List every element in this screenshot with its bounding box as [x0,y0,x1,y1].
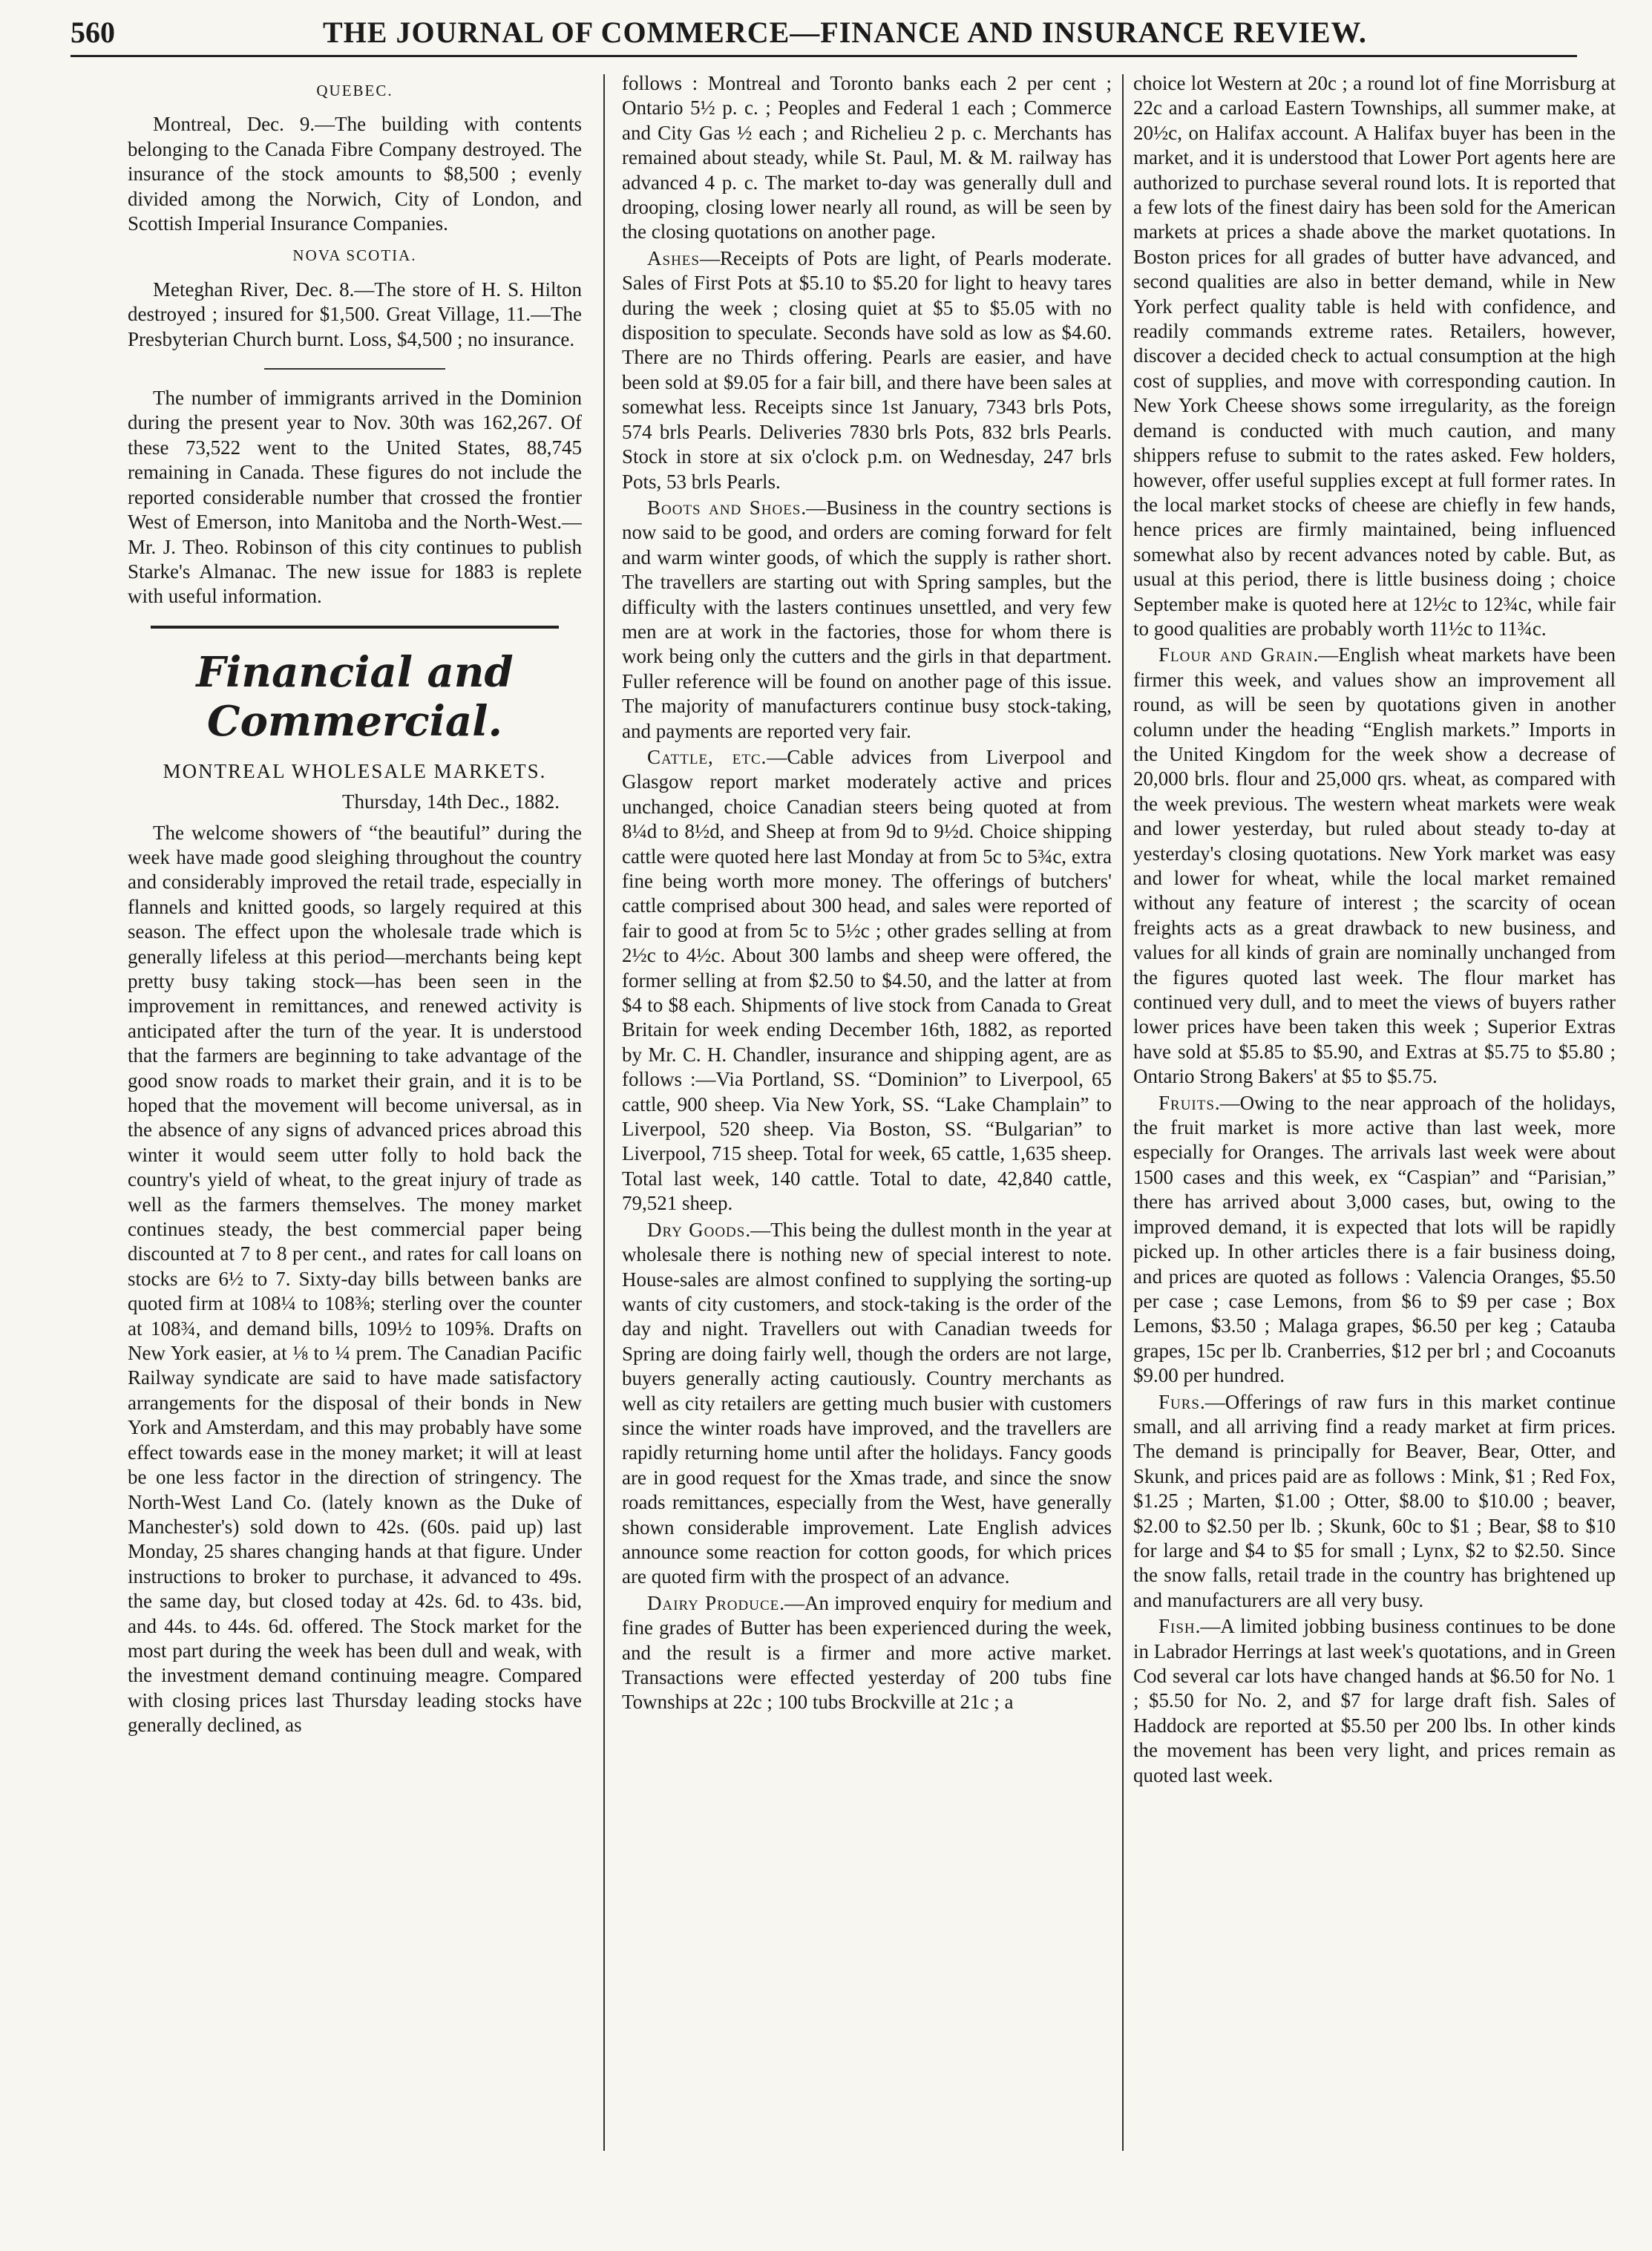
fish-lead: Fish [1158,1615,1196,1638]
column-1 [128,71,582,2155]
dateline: Thursday, 14th Dec., 1882. [342,790,560,813]
boots-shoes-paragraph [622,496,1112,744]
dry-goods-lead: Dry Goods [647,1218,746,1241]
fruits-paragraph [1133,1091,1616,1389]
ashes-paragraph [622,246,1112,494]
cattle-text: —Cable advices from Liverpool and Glasgow report market moderately active and prices unchanged, choice Canadian steers being quoted at from 8¼d to 8½d, and Sheep at from 9d to 9½d. Choice shipping cattle were quoted here last Monday at from 5c to 5¾c, extra fine being worth more money. The offerings of butchers' cattle comprised about 300 head, and sales were reported of fair to good at from 5c to 5½c ; other grades selling at from 2½c to 4½c. About 300 lambs and sheep were offered, the former selling at from $2.50 to $4.50, and the latter at from $4 to $8 each. Shipments of live stock from Canada to Great Britain for week ending December 16th, 1882, as reported by Mr. C. H. Chandler, insurance and shipping agent, are as follows :—Via Portland, SS. “Dominion” to Liverpool, 65 cattle, 900 sheep. Via New York, SS. “Lake Champlain” to Liverpool, 520 sheep. Via Boston, SS. “Bulgarian” to Liverpool, 715 sheep. Total for week, 65 cattle, 1,635 sheep. Total last week, 140 cattle. Total to date, 42,840 cattle, 79,521 sheep. [622,745,1112,1215]
quebec-heading: QUEBEC. [316,82,393,99]
ashes-text: —Receipts of Pots are light, of Pearls moderate. Sales of First Pots at $5.10 to $5.20 for light to heavy tares during the week ; closing quiet at $5 to $5.05 with no disposition to speculate. Seconds have sold as low as $4.60. There are no Thirds offering. Pearls are easier, and have been sold at $9.05 for a fair bill, and there have been sales at somewhat less. Receipts since 1st January, 7343 brls Pots, 574 brls Pearls. Deliveries 7830 brls Pots, 832 brls Pearls. Stock in store at six o'clock p.m. on Wednesday, 247 brls Pots, 53 brls Pearls. [622,246,1112,493]
furs-paragraph [1133,1390,1616,1613]
nova-scotia-heading: NOVA SCOTIA. [292,246,417,265]
column-rule [1122,74,1124,2151]
flour-grain-paragraph [1133,643,1616,1089]
fish-paragraph [1133,1614,1616,1788]
fruits-lead: Fruits [1158,1091,1215,1114]
column-3 [1133,71,1616,2155]
furs-lead: Furs [1158,1390,1200,1413]
fruits-text: .—Owing to the near approach of the holidays, the fruit market is more active than last week, more especially for Oranges. The arrivals last week were about 1500 cases and this week, ex “Caspian” and “Parisian,” there has arrived about 3,000 cases, but, owing to the improved demand, it is expected that lots will be rapidly picked up. In other articles there is a fair business doing, and prices are quoted as follows : Valencia Oranges, $5.50 per case ; case Lemons, from $6 to $9 per case ; Box Lemons, $3.50 ; Malaga grapes, $6.50 per keg ; Catauba grapes, 15c per lb. Cranberries, $12 per brl ; and Cocoanuts $9.00 per hundred. [1133,1091,1616,1387]
page-number: 560 [71,16,115,49]
ashes-lead: Ashes [647,246,700,269]
cattle-lead: Cattle, etc. [647,745,767,768]
page-header [71,9,1577,57]
department-divider [151,626,560,629]
dairy-continued-paragraph: choice lot Western at 20c ; a round lot of fine Morrisburg at 22c and a carload Eastern Townships, all summer make, at 20½c, on Halifax account. A Halifax buyer has been in the market, and it is understood that Lower Port agents here are authorized to purchase several round lots. It is reported that a few lots of the finest dairy has been sold for the American markets at prices a shade above the market quotations. In Boston prices for all grades of butter have advanced, and second qualities are also in better demand, while in New York perfect quality table is held with confidence, and readily commands extreme rates. Retailers, however, discover a decided check to actual consumption at the high cost of supplies, and move with corresponding caution. In New York Cheese shows some irregularity, as the foreign demand is conducted with much caution, and many shippers refuse to submit to the rates asked. Few holders, however, offer useful supplies except at full former rates. In the local market stocks of cheese are chiefly in few hands, hence prices are firmly maintained, being influenced somewhat also by recent advances noted by cable. But, as usual at this period, there is little business doing ; choice September make is quoted here at 12½c to 12¾c, while fair to good qualities are probably worth 11½c to 11¾c. [1133,72,1616,640]
nova-scotia-fire-item: Meteghan River, Dec. 8.—The store of H. S. Hilton destroyed ; insured for $1,500. Great Village, 11.—The Presbyterian Church burnt. Loss, $4,500 ; no insurance. [128,278,582,350]
dry-goods-text: .—This being the dullest month in the year at wholesale there is nothing new of special interest to note. House-sales are almost confined to supplying the sorting-up wants of city customers, and stock-taking is the order of the day and night. Travellers out with Canadian tweeds for Spring are doing fairly well, though the orders are not large, buyers generally acting cautiously. Country merchants as well as city retailers are getting much busier with customers since the winter roads have improved, and the travellers are rapidly returning home until after the holidays. Fancy goods are in good request for the Xmas trade, and since the snow roads remittances, especially from the West, have generally shown considerable improvement. Late English advices announce some reaction for cotton goods, for which prices are quoted firm with the prospect of an advance. [622,1218,1112,1588]
column-rule [603,74,605,2151]
boots-shoes-text: .—Business in the country sections is now said to be good, and orders are coming forward for felt and warm winter goods, of which the supply is rather short. The travellers are starting out with Spring samples, but the difficulty with the lasters continues unsettled, and very few men are at work in the factories, those for whom there is work being only the cutters and the girls in that department. Fuller reference will be found on another page of this issue. The majority of manufacturers continue busy stock-taking, and payments are reported very fair. [622,496,1112,742]
fish-text: .—A limited jobbing business continues to be done in Labrador Herrings at last week's quotations, and in Green Cod several car lots have changed hands at $6.50 for No. 1 ; $5.50 for No. 2, and $7 for large draft fish. Sales of Haddock are reported at $5.50 per 200 lbs. In other kinds the movement has been very light, and prices remain as quoted last week. [1133,1615,1616,1786]
dairy-lead: Dairy Produce [647,1591,780,1614]
dairy-paragraph [622,1591,1112,1715]
immigrants-paragraph: The number of immigrants arrived in the Dominion during the present year to Nov. 30th was 162,267. Of these 73,522 went to the United States, 88,745 remaining in Canada. These figures do not include the reported considerable number that crossed the frontier West of Emerson, into Manitoba and the North-West.—Mr. J. Theo. Robinson of this city continues to publish Starke's Almanac. The new issue for 1883 is replete with useful information. [128,387,582,608]
section-divider [264,368,446,370]
markets-paragraph: The welcome showers of “the beautiful” during the week have made good sleighing throughout the country and considerably improved the retail trade, especially in flannels and knitted goods, so largely required at this season. The effect upon the wholesale trade which is generally lifeless at this period—merchants being kept pretty busy taking stock—has been seen in the improvement in remittances, and renewed activity is anticipated after the turn of the year. It is understood that the farmers are beginning to take advantage of the good snow roads to market their grain, and it is to be hoped that the movement will become universal, as in the absence of any signs of advanced prices abroad this winter it would seem utter folly to hold back the country's yield of wheat, to the great injury of trade as well as the farmers themselves. The money market continues steady, the best commercial paper being discounted at 7 to 8 per cent., and rates for call loans on stocks are 6½ to 7. Sixty-day bills between banks are quoted firm at 108¼ to 108⅜; sterling over the counter at 108¾, and demand bills, 109½ to 109⅝. Drafts on New York easier, at ⅛ to ¼ prem. The Canadian Pacific Railway syndicate are said to have made satisfactory arrangements for the disposal of their bonds in New York and Amsterdam, and this may probably have some effect towards ease in the money market; it will at least be one less factor in the direction of stringency. The North-West Land Co. (lately known as the Duke of Manchester's) sold down to 42s. (60s. paid up) last Monday, 25 shares changing hands at that figure. Under instructions to broker to purchase, it advanced to 49s. the same day, but closed today at 42s. 6d. to 43s. bid, and 44s. to 44s. 6d. offered. The Stock market for the most part during the week has been dull and weak, with the investment demand continuing meagre. Compared with closing prices last Thursday leading stocks have generally declined, as [128,821,582,1737]
department-title: Financial and Commercial. [196,647,514,746]
furs-text: .—Offerings of raw furs in this market continue small, and all arriving find a ready market at firm prices. The demand is principally for Beaver, Bear, Otter, and Skunk, and prices paid are as follows : Mink, $1 ; Red Fox, $1.25 ; Marten, $1.00 ; Otter, $8.00 to $10.00 ; beaver, $2.00 to $2.50 per lb. ; Skunk, 60c to $1 ; Bear, $8 to $10 for large and $4 to $5 for small ; Lynx, $2 to $2.50. Since the snow falls, retail trade in the country has brightened up and manufacturers are all very busy. [1133,1390,1616,1611]
flour-grain-lead: Flour and Grain [1158,643,1314,666]
boots-shoes-lead: Boots and Shoes [647,496,802,519]
cattle-paragraph [622,745,1112,1216]
journal-title: THE JOURNAL OF COMMERCE—FINANCE AND INSURANCE REVIEW. [323,16,1367,49]
dairy-text: .—An improved enquiry for medium and fine grades of Butter has been experienced during the week, and the result is a firmer and more active market. Transactions were effected yesterday of 200 tubs fine Townships at 22c ; 100 tubs Brockville at 21c ; a [622,1591,1112,1714]
quebec-fire-item: Montreal, Dec. 9.—The building with contents belonging to the Canada Fibre Company destroyed. The insurance of the stock amounts to $8,500 ; evenly divided among the Norwich, City of London, and Scottish Imperial Insurance Companies. [128,113,582,235]
column-2 [622,71,1112,2155]
flour-grain-text: .—English wheat markets have been firmer this week, and values show an improvement all round, as will be seen by quotations given in another column under the heading “English markets.” Imports in the United Kingdom for the week show a decrease of 20,000 brls. flour and 25,000 qrs. wheat, as compared with the week previous. The western wheat markets were weak and lower yesterday, but ruled about steady to-day at yesterday's closing quotations. New York market was easy and lower for wheat, while the local market remained without any feature of interest ; the scarcity of ocean freights acts as a great drawback to new business, and values for all kinds of grain are nominally unchanged from the figures quoted last week. The flour market has continued very dull, and to meet the views of buyers rather lower prices have been taken this week ; Superior Extras have sold at $5.85 to $5.90, and Extras at $5.75 to $5.80 ; Ontario Strong Bakers' at $5 to $5.75. [1133,643,1616,1088]
stocks-continued-paragraph: follows : Montreal and Toronto banks each 2 per cent ; Ontario 5½ p. c. ; Peoples and Federal 1 each ; Commerce and City Gas ½ each ; and Richelieu 2 p. c. Merchants has remained about steady, while St. Paul, M. & M. railway has advanced 4 p. c. The market to-day was generally dull and drooping, closing lower nearly all round, as will be seen by the closing quotations on another page. [622,72,1112,243]
dry-goods-paragraph [622,1218,1112,1590]
markets-heading: MONTREAL WHOLESALE MARKETS. [163,759,547,782]
